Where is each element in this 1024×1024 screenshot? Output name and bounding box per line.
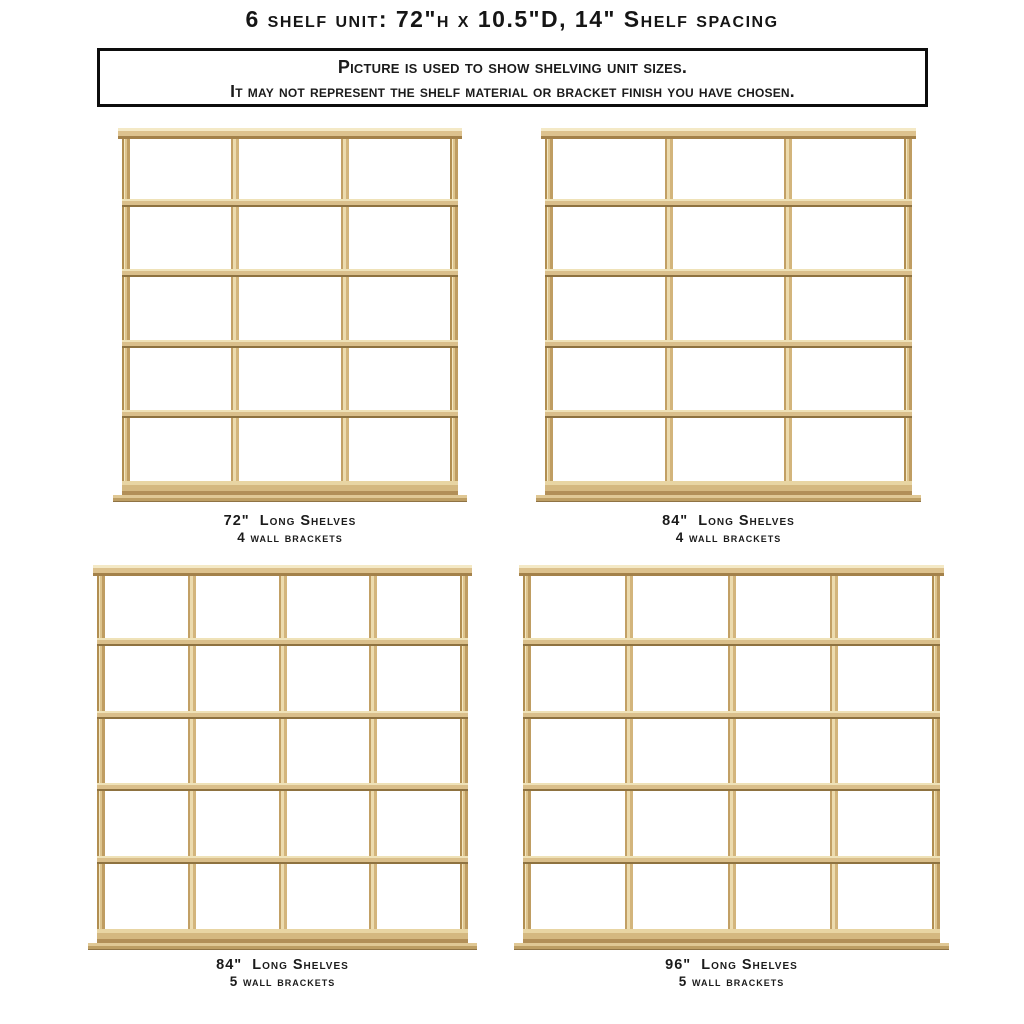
top-shelf-board (541, 128, 916, 139)
caption-brackets-label: 4 wall brackets (675, 530, 782, 545)
bracket-post (523, 569, 531, 936)
bracket-post (341, 132, 349, 488)
shelf-board (97, 638, 468, 646)
bracket-post (625, 569, 633, 936)
shelving-unit-84in-5brackets (97, 565, 468, 950)
base-trim (88, 943, 477, 950)
shelf-board (97, 711, 468, 719)
shelf-board (523, 856, 940, 864)
base-trim (113, 495, 467, 502)
base-shelf-board (545, 481, 912, 495)
base-shelf-board (122, 481, 458, 495)
bracket-post (665, 132, 673, 488)
top-shelf-board (519, 565, 944, 576)
top-shelf-board (118, 128, 462, 139)
shelf-board (523, 638, 940, 646)
bracket-post (904, 132, 912, 488)
shelf-board (97, 856, 468, 864)
bracket-post (279, 569, 287, 936)
caption-unit-84in-5brackets (97, 957, 468, 990)
shelf-board (97, 783, 468, 791)
bracket-post (830, 569, 838, 936)
shelf-board (122, 340, 458, 348)
bracket-post (545, 132, 553, 488)
shelving-unit-84in-4brackets (545, 128, 912, 502)
caption-unit-72in-4brackets (122, 513, 458, 546)
shelving-unit-72in-4brackets (122, 128, 458, 502)
caption-brackets-label: 5 wall brackets (229, 974, 336, 989)
base-trim (514, 943, 949, 950)
bracket-post (784, 132, 792, 488)
bracket-post (460, 569, 468, 936)
bracket-post (231, 132, 239, 488)
bracket-post (188, 569, 196, 936)
shelf-board (122, 199, 458, 207)
bracket-post (369, 569, 377, 936)
disclaimer-box (97, 48, 928, 107)
shelf-board (122, 269, 458, 277)
page-title: 6 shelf unit: 72"h x 10.5"D, 14" Shelf spacing (245, 6, 779, 32)
shelf-board (523, 711, 940, 719)
base-shelf-board (523, 929, 940, 943)
shelf-board (545, 269, 912, 277)
disclaimer-line-1: Picture is used to show shelving unit sizes. (337, 57, 688, 77)
bracket-post (97, 569, 105, 936)
bracket-post (728, 569, 736, 936)
bracket-post (122, 132, 130, 488)
caption-size-label: 84" Long Shelves (216, 957, 349, 973)
base-shelf-board (97, 929, 468, 943)
disclaimer-line-2: It may not represent the shelf material or bracket finish you have chosen. (230, 81, 795, 101)
shelf-board (545, 410, 912, 418)
shelf-board (545, 199, 912, 207)
shelf-board (545, 340, 912, 348)
bracket-post (932, 569, 940, 936)
base-trim (536, 495, 921, 502)
caption-size-label: 96" Long Shelves (665, 957, 798, 973)
top-shelf-board (93, 565, 472, 576)
shelf-board (523, 783, 940, 791)
shelving-unit-96in-5brackets (523, 565, 940, 950)
caption-brackets-label: 5 wall brackets (678, 974, 785, 989)
caption-unit-96in-5brackets (523, 957, 940, 990)
caption-brackets-label: 4 wall brackets (237, 530, 343, 545)
bracket-post (450, 132, 458, 488)
caption-size-label: 84" Long Shelves (662, 513, 795, 529)
caption-size-label: 72" Long Shelves (223, 513, 357, 529)
shelf-board (122, 410, 458, 418)
caption-unit-84in-4brackets (545, 513, 912, 546)
